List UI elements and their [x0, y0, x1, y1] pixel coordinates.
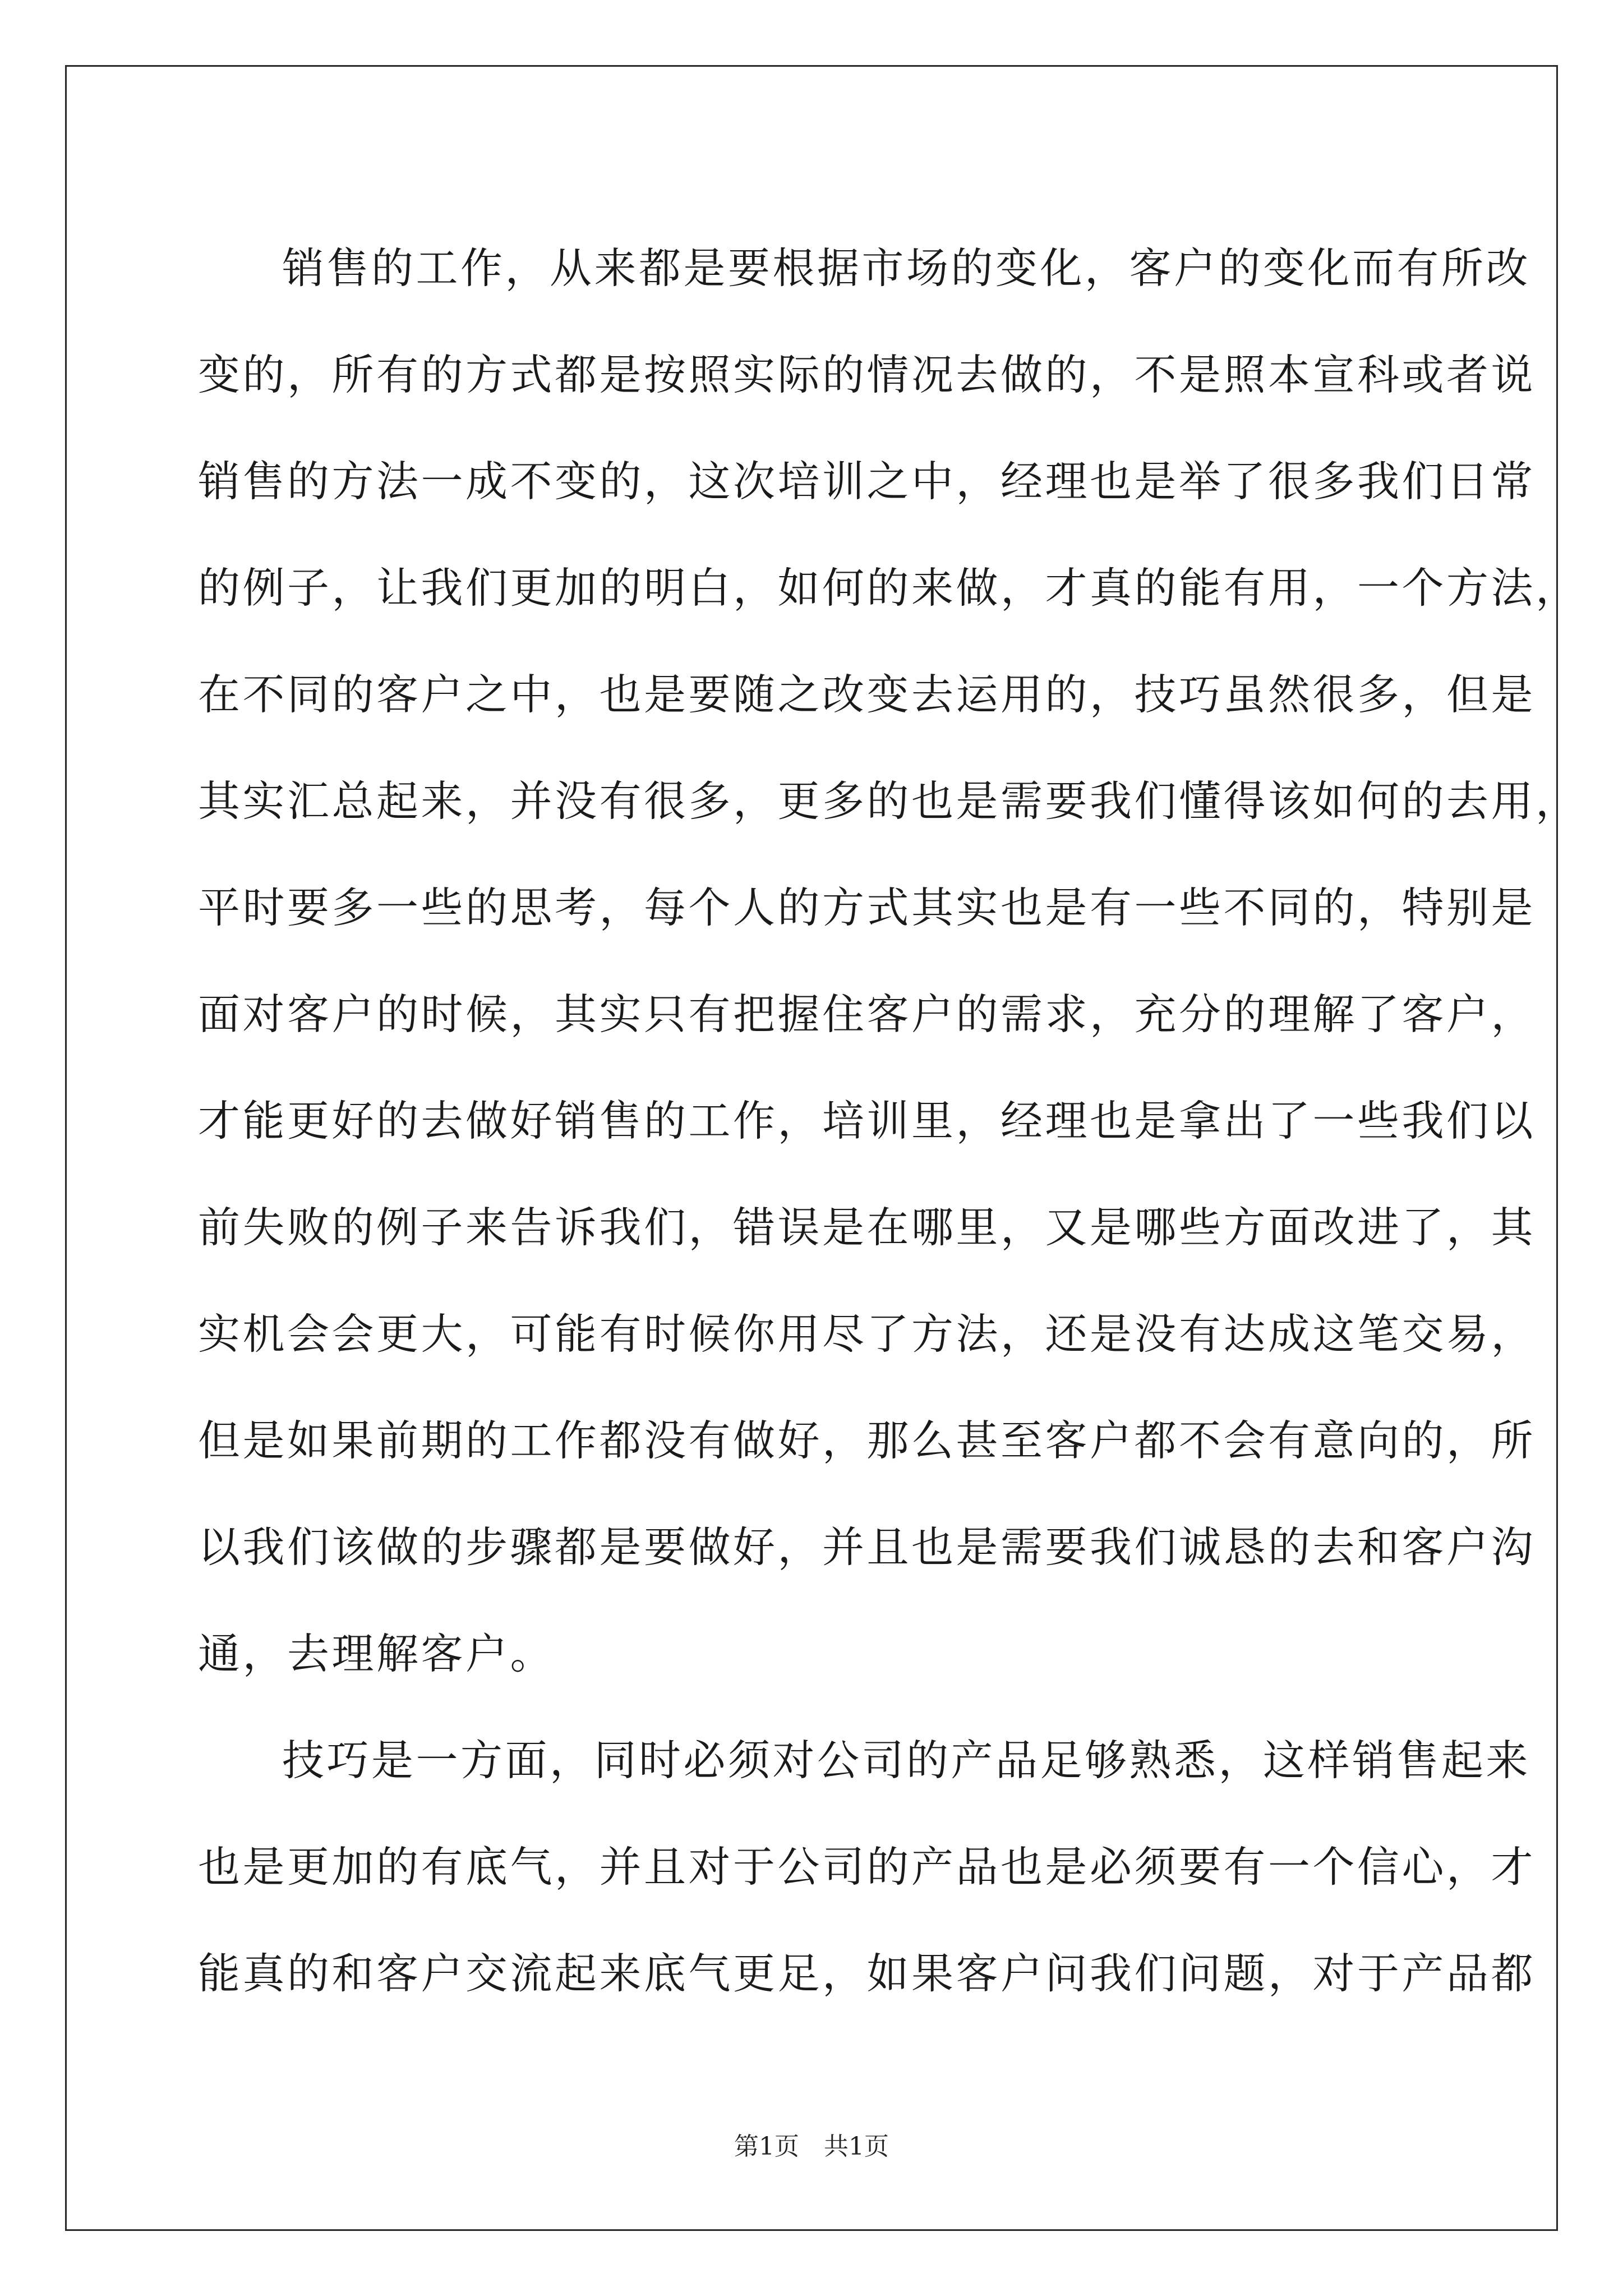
text-line: 能真的和客户交流起来底气更足，如果客户问我们问题，对于产品都	[198, 1949, 1536, 1998]
text-line: 但是如果前期的工作都没有做好，那么甚至客户都不会有意向的，所	[198, 1416, 1536, 1465]
text-line: 也是更加的有底气，并且对于公司的产品也是必须要有一个信心，才	[198, 1842, 1536, 1892]
text-line: 以我们该做的步骤都是要做好，并且也是需要我们诚恳的去和客户沟	[198, 1522, 1536, 1572]
text-line: 销售的方法一成不变的，这次培训之中，经理也是举了很多我们日常	[198, 457, 1536, 506]
paragraph-2	[198, 1707, 1536, 2027]
text-line: 通，去理解客户。	[198, 1629, 555, 1678]
text-line: 面对客户的时候，其实只有把握住客户的需求，充分的理解了客户，	[198, 990, 1536, 1039]
text-line: 平时要多一些的思考，每个人的方式其实也是有一些不同的，特别是	[198, 883, 1536, 932]
text-line: 实机会会更大，可能有时候你用尽了方法，还是没有达成这笔交易，	[198, 1309, 1536, 1359]
document-body	[198, 215, 1580, 2027]
text-line: 其实汇总起来，并没有很多，更多的也是需要我们懂得该如何的去用，	[198, 776, 1580, 826]
page-number-footer: 第1页 共1页	[734, 2132, 889, 2161]
text-line: 才能更好的去做好销售的工作，培训里，经理也是拿出了一些我们以	[198, 1096, 1536, 1145]
text-line: 变的，所有的方式都是按照实际的情况去做的，不是照本宣科或者说	[198, 350, 1536, 399]
text-line: 技巧是一方面，同时必须对公司的产品足够熟悉，这样销售起来	[282, 1736, 1531, 1785]
text-line: 销售的工作，从来都是要根据市场的变化，客户的变化而有所改	[282, 243, 1531, 293]
text-line: 的例子，让我们更加的明白，如何的来做，才真的能有用，一个方法，	[198, 563, 1580, 613]
text-line: 前失败的例子来告诉我们，错误是在哪里，又是哪些方面改进了，其	[198, 1203, 1536, 1252]
paragraph-1	[198, 215, 1580, 1707]
text-line: 在不同的客户之中，也是要随之改变去运用的，技巧虽然很多，但是	[198, 670, 1536, 719]
